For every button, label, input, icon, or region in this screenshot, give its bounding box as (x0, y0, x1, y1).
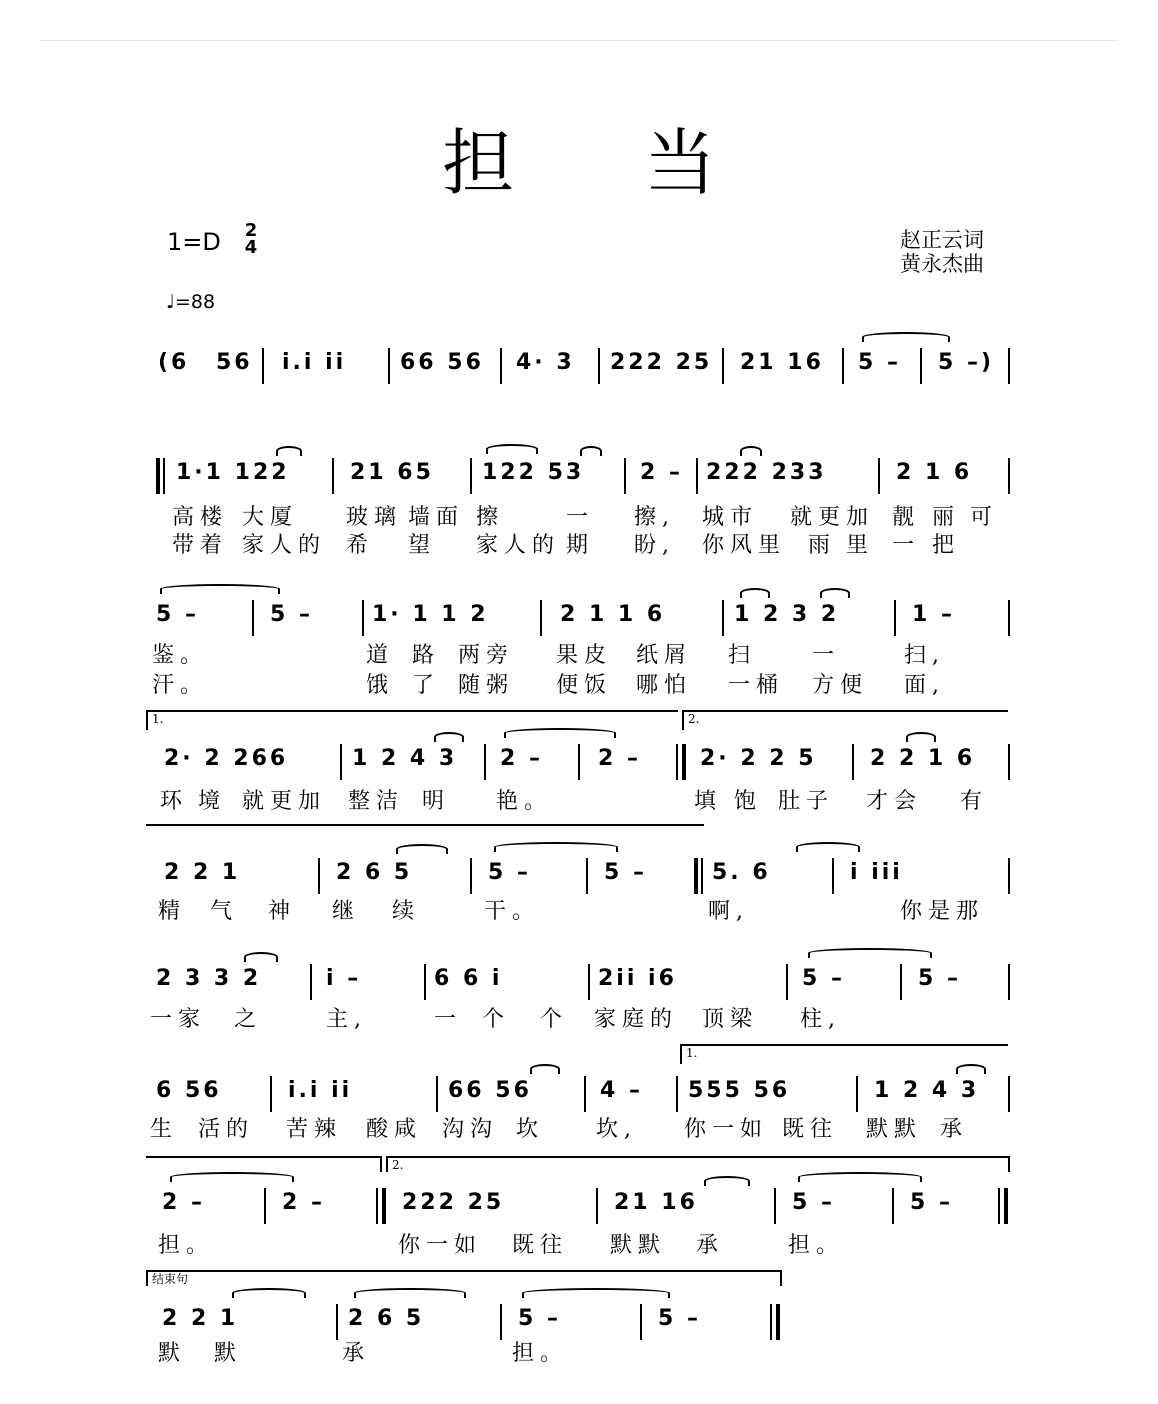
measure: 2 6 5 (336, 860, 413, 885)
composer-credit: 黄永杰曲 (900, 252, 984, 276)
measure: i.i ii (288, 1078, 353, 1103)
tempo-marking: ♩=88 (166, 291, 216, 313)
intro-measure: 5 –) (938, 350, 995, 375)
measure: i iii (850, 860, 903, 885)
measure: 555 56 (688, 1078, 791, 1103)
lyric: 境 (198, 789, 227, 814)
lyric: 默默 (866, 1117, 923, 1142)
measure: 2 2 1 (162, 1306, 239, 1331)
lyric: 家人的 (476, 533, 561, 558)
lyric: 默 (158, 1341, 187, 1366)
measure: 2 2 1 (164, 860, 241, 885)
lyric: 饱 (734, 789, 763, 814)
lyric: 饿 (366, 673, 395, 698)
measure: 21 16 (614, 1190, 698, 1215)
lyric: 果皮 (556, 643, 613, 668)
intro-measure: 5 – (858, 350, 901, 375)
intro-measure: 56 (216, 350, 253, 375)
lyric: 擦 (476, 505, 505, 530)
lyric: 路 (412, 643, 441, 668)
measure: 2 – (640, 460, 683, 485)
lyric: 神 (268, 899, 297, 924)
measure: 5. 6 (712, 860, 771, 885)
lyric: 柱, (800, 1007, 841, 1032)
lyric: 面, (904, 673, 945, 698)
lyric: 期 (566, 533, 595, 558)
measure: 2 – (500, 746, 543, 771)
measure: 5 – (658, 1306, 701, 1331)
lyric: 一 (566, 505, 595, 530)
lyric: 才会 (866, 789, 923, 814)
title-char-1: 担 (441, 121, 514, 205)
measure: 122 53 (482, 460, 585, 485)
volta-first: 1. (146, 710, 678, 730)
lyric: 一 (892, 533, 921, 558)
lyric: 城市 (702, 505, 759, 530)
measure: 5 – (792, 1190, 835, 1215)
lyric: 鉴。 (152, 643, 209, 668)
lyric: 明 (422, 789, 451, 814)
measure: 5 – (518, 1306, 561, 1331)
volta-second: 2. (682, 710, 1008, 730)
time-signature-bottom: 4 (244, 237, 258, 258)
lyric: 承 (940, 1117, 969, 1142)
measure: 222 233 (706, 460, 827, 485)
measure: i – (326, 966, 362, 991)
lyric: 承 (696, 1233, 725, 1258)
top-divider (40, 40, 1118, 41)
measure: 5 – (910, 1190, 953, 1215)
measure: 5 – (802, 966, 845, 991)
lyric: 个 (482, 1007, 511, 1032)
lyric: 有 (960, 789, 989, 814)
lyric: 苦辣 (286, 1117, 343, 1142)
lyric: 盼, (634, 533, 675, 558)
lyric: 继 (332, 899, 361, 924)
measure: 2· 2 266 (164, 746, 289, 771)
measure: 5 – (156, 602, 199, 627)
lyric: 顶梁 (702, 1007, 759, 1032)
time-signature (240, 222, 262, 256)
lyric: 环 (160, 789, 189, 814)
lyric: 担。 (512, 1341, 569, 1366)
lyric: 方便 (812, 673, 869, 698)
lyric: 丽 (932, 505, 961, 530)
lyric: 你一如 (398, 1233, 483, 1258)
lyric: 了 (412, 673, 441, 698)
lyric: 续 (392, 899, 421, 924)
measure: 6 56 (156, 1078, 222, 1103)
measure: 5 – (918, 966, 961, 991)
lyric: 既往 (782, 1117, 839, 1142)
measure: 5 – (488, 860, 531, 885)
lyric: 默默 (610, 1233, 667, 1258)
lyric: 干。 (484, 899, 541, 924)
lyric: 里 (846, 533, 875, 558)
intro-measure: i.i ii (282, 350, 347, 375)
measure: 66 56 (448, 1078, 532, 1103)
volta-first-2-end (146, 1156, 382, 1172)
lyric: 填 (694, 789, 723, 814)
lyric: 汗。 (152, 673, 209, 698)
lyric: 一 (812, 643, 841, 668)
time-signature-top: 2 (244, 220, 258, 241)
lyric: 可 (970, 505, 999, 530)
lyric: 你一如 (684, 1117, 769, 1142)
measure: 222 25 (402, 1190, 505, 1215)
measure: 2· 2 2 5 (700, 746, 817, 771)
measure: 2 1 6 (896, 460, 973, 485)
key-signature: 1=D (167, 228, 221, 256)
lyric: 希 (346, 533, 375, 558)
measure: 1 2 3 2 (734, 602, 840, 627)
measure: 1·1 122 (176, 460, 290, 485)
lyric: 纸屑 (636, 643, 693, 668)
measure: 5 – (270, 602, 313, 627)
lyric: 默 (214, 1341, 243, 1366)
lyric: 酸咸 (366, 1117, 423, 1142)
intro-measure: 66 56 (400, 350, 484, 375)
lyric: 生 (150, 1117, 179, 1142)
lyric: 个 (540, 1007, 569, 1032)
lyric: 便饭 (556, 673, 613, 698)
lyric: 担。 (788, 1233, 845, 1258)
volta-ending: 结束句 (146, 1270, 782, 1286)
lyric: 把 (932, 533, 961, 558)
measure: 1 2 4 3 (874, 1078, 980, 1103)
lyric: 家庭的 (594, 1007, 679, 1032)
lyric: 既往 (512, 1233, 569, 1258)
lyric: 艳。 (496, 789, 553, 814)
lyric: 之 (234, 1007, 263, 1032)
lyric: 就更加 (790, 505, 875, 530)
measure: 6 6 i (434, 966, 503, 991)
lyric: 玻璃 (346, 505, 403, 530)
measure: 2 – (282, 1190, 325, 1215)
lyric: 带着 (172, 533, 229, 558)
lyric: 你风里 (702, 533, 787, 558)
volta-second-end (146, 824, 704, 826)
lyricist-credit: 赵正云词 (900, 228, 984, 252)
lyric: 啊, (708, 899, 749, 924)
lyric: 你是那 (900, 899, 985, 924)
credits (900, 228, 984, 276)
lyric: 一 (434, 1007, 463, 1032)
measure: 4 – (600, 1078, 643, 1103)
lyric: 大厦 (242, 505, 299, 530)
lyric: 一桶 (728, 673, 785, 698)
volta-second-2: 2. (386, 1156, 1010, 1172)
lyric: 承 (342, 1341, 371, 1366)
lyric: 哪怕 (636, 673, 693, 698)
lyric: 墙面 (408, 505, 465, 530)
lyric: 主, (326, 1007, 367, 1032)
measure: 2 – (598, 746, 641, 771)
intro-measure: 21 16 (740, 350, 824, 375)
lyric: 家人的 (242, 533, 327, 558)
measure: 2 6 5 (348, 1306, 425, 1331)
lyric: 坎, (596, 1117, 637, 1142)
intro-measure: 4· 3 (516, 350, 575, 375)
lyric: 坎 (516, 1117, 545, 1142)
lyric: 担。 (158, 1233, 215, 1258)
lyric: 两旁 (458, 643, 515, 668)
measure: 2 2 1 6 (870, 746, 976, 771)
lyric: 整洁 (348, 789, 405, 814)
lyric: 扫 (728, 643, 757, 668)
lyric: 活的 (198, 1117, 255, 1142)
lyric: 气 (210, 899, 239, 924)
lyric: 就更加 (242, 789, 327, 814)
lyric: 雨 (808, 533, 837, 558)
intro-open: (6 (158, 350, 190, 375)
lyric: 肚子 (778, 789, 835, 814)
lyric: 一家 (150, 1007, 207, 1032)
lyric: 擦, (634, 505, 675, 530)
lyric: 扫, (904, 643, 945, 668)
measure: 1 2 4 3 (352, 746, 458, 771)
measure: 21 65 (350, 460, 434, 485)
intro-measure: 222 25 (610, 350, 713, 375)
lyric: 精 (158, 899, 187, 924)
measure: 1· 1 1 2 (372, 602, 489, 627)
lyric: 靓 (892, 505, 921, 530)
lyric: 随粥 (458, 673, 515, 698)
lyric: 望 (408, 533, 437, 558)
measure: 2 3 3 2 (156, 966, 262, 991)
lyric: 道 (366, 643, 395, 668)
lyric: 沟沟 (442, 1117, 499, 1142)
volta-first-2: 1. (680, 1044, 1008, 1064)
measure: 5 – (604, 860, 647, 885)
measure: 1 – (912, 602, 955, 627)
measure: 2 1 1 6 (560, 602, 666, 627)
lyric: 高楼 (172, 505, 229, 530)
measure: 2ii i6 (598, 966, 677, 991)
song-title (0, 118, 1158, 208)
title-char-2: 当 (644, 121, 717, 205)
measure: 2 – (162, 1190, 205, 1215)
